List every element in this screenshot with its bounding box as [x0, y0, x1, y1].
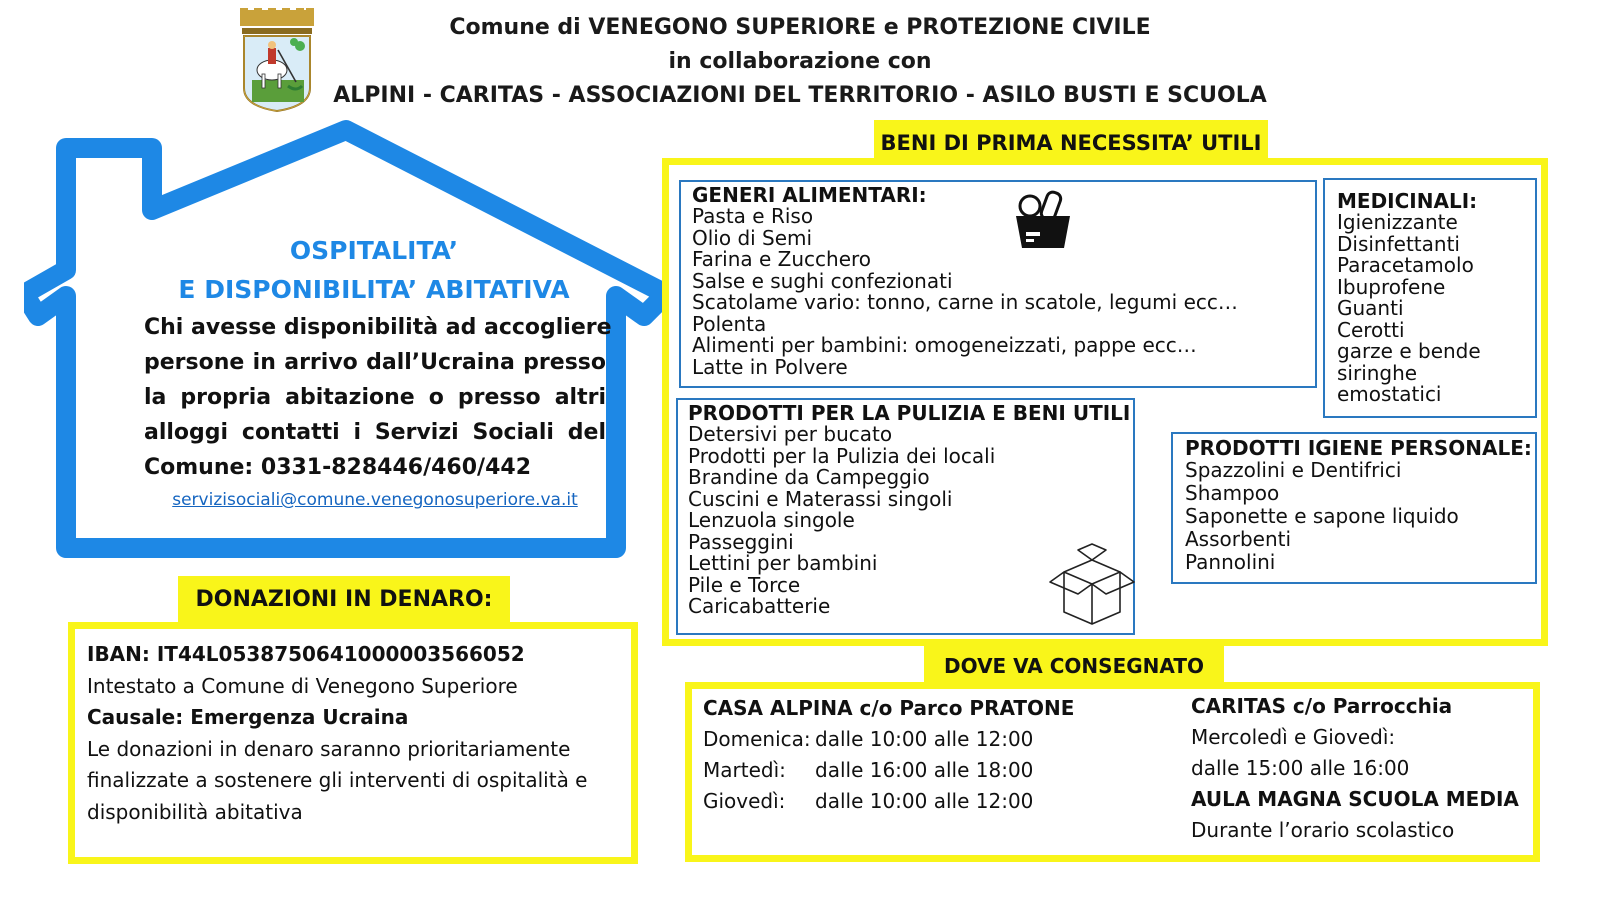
cleaning-item: Lenzuola singole [688, 508, 855, 532]
medicine-item: Paracetamolo [1337, 253, 1474, 277]
cleaning-title: PRODOTTI PER LA PULIZIA E BENI UTILI [688, 401, 1131, 425]
food-box [679, 180, 1317, 388]
municipal-crest-icon [232, 8, 322, 112]
medicine-box [1323, 178, 1537, 418]
medicine-item: Guanti [1337, 296, 1404, 320]
donations-title: DONAZIONI IN DENARO: [178, 576, 510, 624]
hospitality-title-2: E DISPONIBILITA’ ABITATIVA [178, 275, 570, 304]
hygiene-item: Shampoo [1185, 481, 1280, 505]
hygiene-box [1171, 432, 1537, 584]
donation-note-line: finalizzate a sostenere gli interventi di ospitalità e [87, 768, 588, 792]
medicine-item: garze e bende [1337, 339, 1481, 363]
food-item: Latte in Polvere [692, 354, 848, 379]
medicine-title: MEDICINALI: [1337, 189, 1478, 213]
medicine-item: emostatici [1337, 382, 1442, 406]
iban: IBAN: IT44L0538750641000003566052 [87, 642, 525, 666]
header-line-3: ALPINI - CARITAS - ASSOCIAZIONI DEL TERRITORIO - ASILO BUSTI E SCUOLA [333, 83, 1267, 108]
hospitality-house [24, 118, 666, 580]
schedule-time: dalle 16:00 alle 18:00 [815, 758, 1034, 782]
hygiene-item: Assorbenti [1185, 527, 1292, 551]
hospitality-text-line: Chi avesse disponibilità ad accogliere [144, 315, 612, 340]
header-line-2: in collaborazione con [668, 49, 932, 74]
schedule-day: Giovedì: [703, 789, 786, 813]
cleaning-item: Cuscini e Materassi singoli [688, 486, 953, 511]
causale: Causale: Emergenza Ucraina [87, 705, 409, 729]
cleaning-item: Lettini per bambini [688, 551, 878, 575]
medicine-item: Cerotti [1337, 317, 1405, 342]
casa-alpina-title: CASA ALPINA c/o Parco PRATONE [703, 696, 1075, 720]
cleaning-item: Detersivi per bucato [688, 422, 893, 446]
medicine-item: Disinfettanti [1337, 231, 1460, 256]
donation-note-line: Le donazioni in denaro saranno prioritariamente [87, 736, 571, 761]
cleaning-item: Passeggini [688, 529, 794, 554]
cleaning-item: Prodotti per la Pulizia dei locali [688, 443, 996, 468]
hospitality-text-line: la propria abitazione o presso altri [144, 385, 606, 410]
schedule-time: dalle 10:00 alle 12:00 [815, 727, 1034, 751]
social-services-email-link[interactable]: servizisociali@comune.venegonosuperiore.va.it [172, 490, 578, 510]
medicine-item: Ibuprofene [1337, 274, 1446, 299]
hospitality-text-line: persone in arrivo dall’Ucraina presso [144, 350, 606, 375]
food-item: Pasta e Riso [692, 204, 814, 228]
donations-panel [68, 622, 638, 864]
box-icon [1046, 542, 1136, 628]
delivery-title: DOVE VA CONSEGNATO [924, 644, 1224, 688]
hospitality-phone: Comune: 0331-828446/460/442 [144, 455, 532, 480]
schedule-day: Martedì: [703, 758, 786, 782]
medicine-item: siringhe [1337, 360, 1418, 385]
food-item: Polenta [692, 311, 767, 336]
school-note: Durante l’orario scolastico [1191, 818, 1455, 842]
hygiene-item: Saponette e sapone liquido [1185, 504, 1459, 528]
cleaning-item: Caricabatterie [688, 594, 831, 618]
food-item: Salse e sughi confezionati [692, 268, 953, 293]
food-title: GENERI ALIMENTARI: [692, 183, 927, 207]
school-title: AULA MAGNA SCUOLA MEDIA [1191, 787, 1519, 811]
cleaning-item: Brandine da Campeggio [688, 465, 930, 489]
hygiene-item: Pannolini [1185, 550, 1276, 574]
food-item: Alimenti per bambini: omogeneizzati, pappe ecc… [692, 333, 1197, 357]
caritas-section [1191, 691, 1519, 846]
caritas-time: dalle 15:00 alle 16:00 [1191, 756, 1410, 780]
caritas-days: Mercoledì e Giovedì: [1191, 725, 1396, 749]
hygiene-item: Spazzolini e Dentifrici [1185, 458, 1402, 482]
casa-alpina-section [703, 693, 1074, 817]
schedule-day: Domenica: [703, 727, 811, 751]
header-line-1: Comune di VENEGONO SUPERIORE e PROTEZIONE CIVILE [449, 15, 1151, 40]
caritas-title: CARITAS c/o Parrocchia [1191, 694, 1453, 718]
goods-title: BENI DI PRIMA NECESSITA’ UTILI [874, 120, 1268, 166]
grocery-bag-icon [1010, 186, 1076, 252]
hygiene-title: PRODOTTI IGIENE PERSONALE: [1185, 436, 1532, 460]
food-item: Olio di Semi [692, 225, 813, 250]
schedule-time: dalle 10:00 alle 12:00 [815, 789, 1034, 813]
cleaning-item: Pile e Torce [688, 572, 801, 597]
hospitality-title-1: OSPITALITA’ [289, 236, 459, 265]
hospitality-text-line: alloggi contatti i Servizi Sociali del [144, 420, 606, 445]
account-holder: Intestato a Comune di Venegono Superiore [87, 673, 518, 698]
food-item: Farina e Zucchero [692, 247, 872, 271]
medicine-item: Igienizzante [1337, 210, 1458, 234]
food-item: Scatolame vario: tonno, carne in scatole, legumi ecc… [692, 290, 1238, 314]
donation-note-line: disponibilità abitativa [87, 799, 303, 824]
